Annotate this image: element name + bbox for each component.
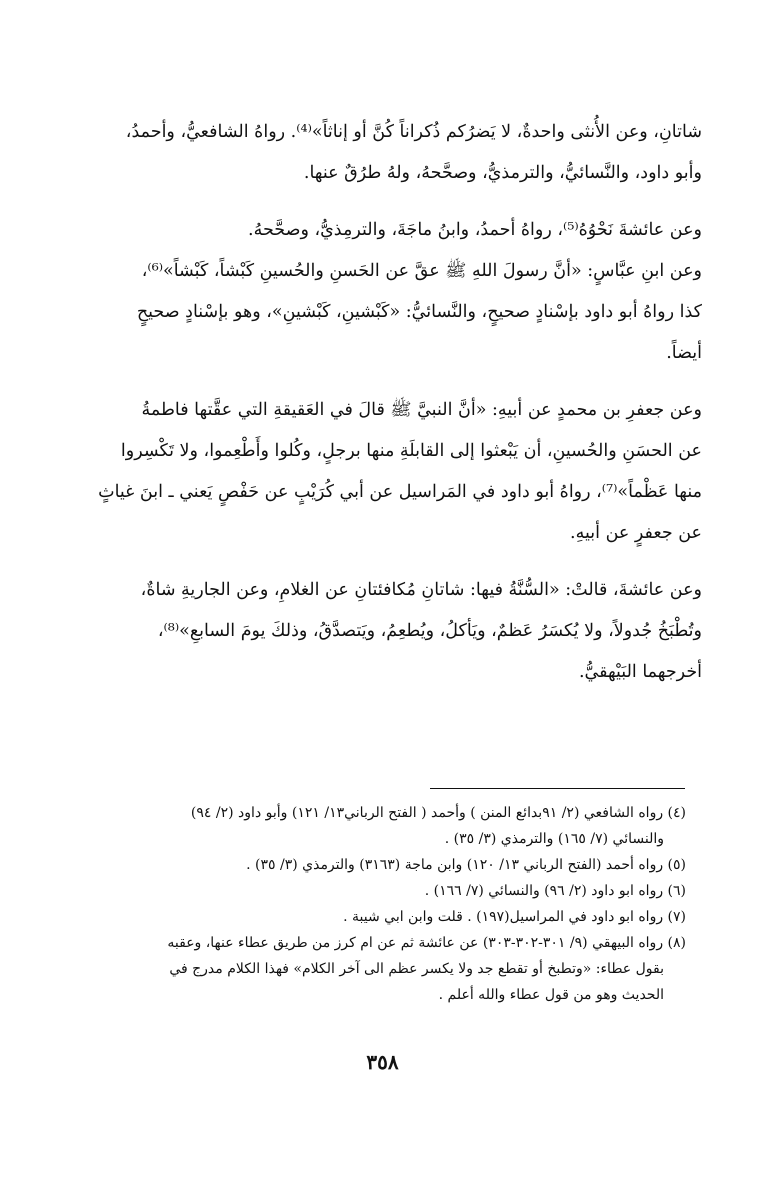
footnote-line: بقول عطاء: «وتطبخ أو تقطع جد ولا يكسر عظم الى آخر الكلام» فهذا الكلام مدرج في [169, 961, 664, 977]
footnote-5 [60, 852, 686, 878]
paragraph-5 [70, 570, 702, 693]
footnote-line: (٥) رواه أحمد (الفتح الرباني ١٣/ ١٢٠) وابن ماجة (٣١٦٣) والترمذي (٣/ ٣٥) . [246, 857, 686, 873]
footnote-line: (٦) رواه ابو داود (٢/ ٩٦) والنسائي (٧/ ١٦٦) . [424, 883, 686, 899]
footnote-divider [430, 788, 685, 789]
footnotes [60, 800, 686, 1008]
text-line: عن الحسَنِ والحُسينِ، أن يَبْعثوا إلى القابلَةِ منها برجلٍ، وكُلوا وأَطْعِموا، ولا تَكْسِروا [120, 441, 702, 461]
footnote-4 [60, 800, 686, 852]
text-line: وعن عائشةَ نَحْوُهُ⁽⁵⁾، رواهُ أحمدُ، وابنُ ماجَةَ، والترمِذيُّ، وصحَّحهُ. [248, 220, 702, 240]
paragraph-1 [70, 112, 702, 194]
page-number: ٣٥٨ [366, 1050, 399, 1074]
footnote-line: (٤) رواه الشافعي (٢/ ٩١بدائع المنن ) وأحمد ( الفتح الرباني١٣/ ١٢١) وأبو داود (٢/ ٩٤) [190, 805, 686, 821]
text-line: أخرجهما البَيْهقيُّ. [578, 662, 702, 682]
text-line: عن جعفرٍ عن أبيهِ. [570, 523, 702, 543]
footnote-7 [60, 904, 686, 930]
text-line: وعن عائشةَ، قالتْ: «السُّنَّةُ فيها: شاتانِ مُكافئتانِ عن الغلامِ، وعن الجاريةِ شاةٌ، [140, 580, 702, 600]
footnote-line: (٧) رواه ابو داود في المراسيل(١٩٧) . قلت وابن ابي شيبة . [343, 909, 686, 925]
footnote-6 [60, 878, 686, 904]
footnote-8 [60, 930, 686, 1008]
main-text [70, 112, 702, 693]
text-line: أيضاً. [666, 343, 702, 363]
text-line: شاتانِ، وعن الأُنثى واحدةٌ، لا يَضرُكم ذُكراناً كُنَّ أو إناثاً»⁽⁴⁾. رواهُ الشافعيُّ، وأحمدُ، [125, 122, 702, 142]
text-line: وتُطْبَخُ جُدولاً، ولا يُكسَرُ عَظمٌ، ويَأكلُ، ويُطعِمُ، ويَتصدَّقُ، وذلكَ يومَ السابعِ»⁽⁸⁾، [157, 621, 702, 641]
paragraph-2 [70, 210, 702, 251]
text-line: وأبو داود، والنَّسائيُّ، والترمذيُّ، وصحَّحهُ، ولهُ طرُقٌ عنها. [303, 163, 702, 183]
footnote-line: والنسائي (٧/ ١٦٥) والترمذي (٣/ ٣٥) . [444, 831, 664, 847]
text-line: كذا رواهُ أبو داود بإسْنادٍ صحيحٍ، والنَّسائيُّ: «كَبْشينِ، كَبْشينِ»، وهو بإسْنادٍ صحيحٍ [136, 302, 702, 322]
footnote-line: (٨) رواه البيهقي (٩/ ٣٠١-٣٠٢-٣٠٣) عن عائشة ثم عن ام كرز من طريق عطاء عنها، وعقبه [167, 935, 686, 951]
text-line: منها عَظْماً»⁽⁷⁾، رواهُ أبو داود في المَراسيل عن أبي كُرَيْبٍ عن حَفْصٍ يَعني ـ ابنَ غياثٍ [98, 482, 702, 502]
text-line: وعن ابنِ عبَّاسٍ: «أنَّ رسولَ اللهِ ﷺ عقَّ عن الحَسنِ والحُسينِ كَبْشاً، كَبْشاً»⁽⁶⁾، [141, 261, 702, 281]
text-line: وعن جعفرِ بن محمدٍ عن أبيهِ: «أنَّ النبيَّ ﷺ قالَ في العَقيقةِ التي عقَّتها فاطمةُ [141, 400, 702, 420]
footnote-line: الحديث وهو من قول عطاء والله أعلم . [438, 987, 664, 1003]
paragraph-3 [70, 251, 702, 374]
paragraph-4 [70, 390, 702, 554]
